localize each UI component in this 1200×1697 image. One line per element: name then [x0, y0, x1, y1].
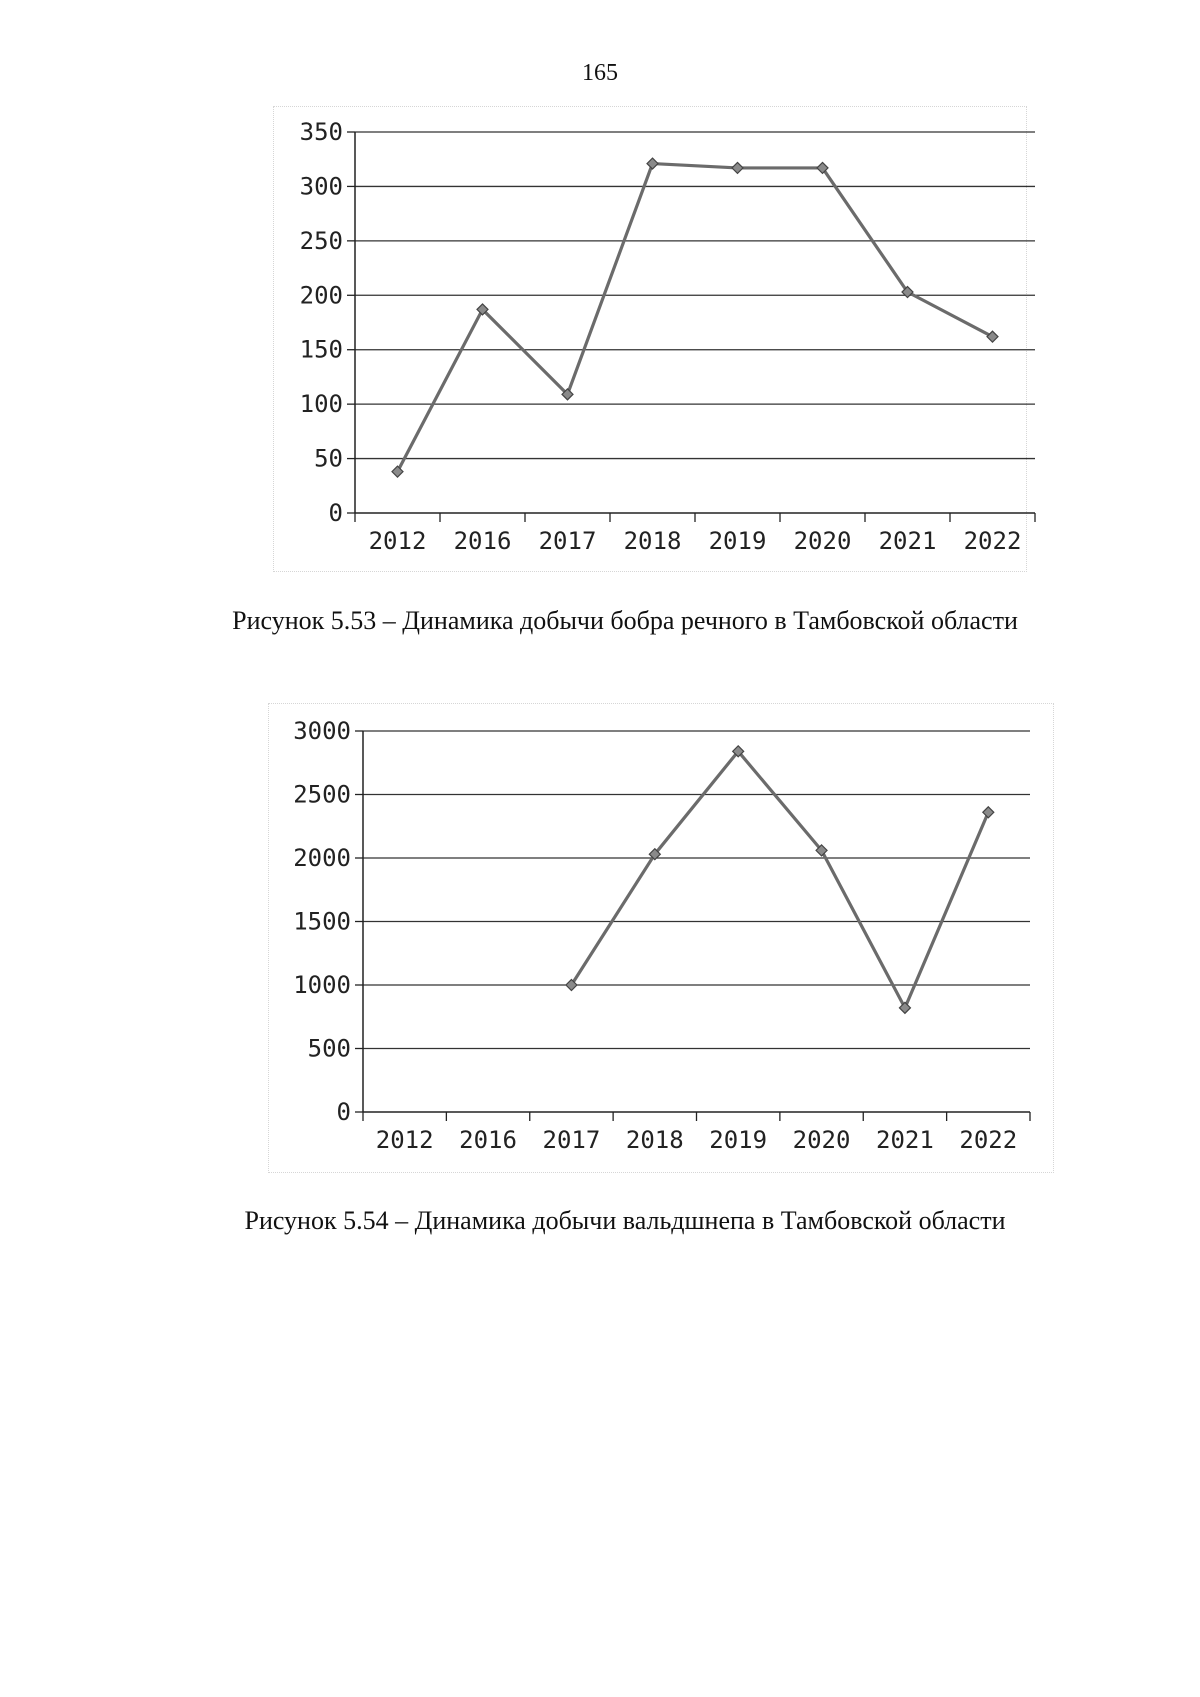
chart-beaver-x-tick-label: 2012	[368, 527, 427, 555]
chart-beaver-x-tick-label: 2022	[963, 527, 1022, 555]
chart-woodcock-x-tick-label: 2021	[876, 1126, 934, 1154]
chart-woodcock-y-tick-label: 1500	[293, 907, 351, 936]
chart-woodcock-x-tick-label: 2019	[709, 1126, 768, 1154]
chart-beaver-y-tick-label: 200	[299, 281, 343, 310]
chart-woodcock-x-tick-label: 2016	[459, 1126, 517, 1154]
chart-woodcock-y-tick-label: 3000	[293, 717, 351, 745]
chart-beaver-y-tick-label: 50	[314, 444, 343, 473]
chart-beaver-y-tick-label: 300	[299, 172, 343, 201]
figure-caption-5-53: Рисунок 5.53 – Динамика добычи бобра речного в Тамбовской области	[232, 606, 1018, 635]
chart-woodcock-x-tick-label: 2018	[625, 1126, 684, 1154]
figure-caption-5-54: Рисунок 5.54 – Динамика добычи вальдшнепа в Тамбовской области	[244, 1206, 1006, 1235]
chart-beaver-y-tick-label: 350	[299, 118, 343, 146]
chart-woodcock-y-tick-label: 2000	[293, 844, 351, 872]
chart-woodcock-data-point	[983, 807, 994, 818]
chart-woodcock-data-point	[899, 1002, 910, 1013]
chart-beaver-x-tick-label: 2016	[453, 527, 512, 555]
chart-beaver-x-tick-label: 2021	[878, 527, 937, 555]
chart-beaver-y-tick-label: 150	[299, 335, 343, 364]
chart-woodcock-x-tick-label: 2020	[792, 1126, 851, 1154]
chart-woodcock-x-tick-label: 2012	[375, 1126, 434, 1154]
chart-beaver-x-tick-label: 2020	[793, 527, 852, 555]
chart-beaver-x-tick-label: 2019	[708, 527, 767, 555]
chart-beaver-y-tick-label: 0	[328, 499, 343, 527]
chart-beaver-x-tick-label: 2018	[623, 527, 682, 555]
chart-woodcock-y-tick-label: 0	[336, 1098, 351, 1126]
chart-beaver-y-tick-label: 250	[299, 226, 343, 255]
page-number: 165	[582, 60, 618, 86]
chart-woodcock-y-tick-label: 1000	[293, 971, 351, 999]
chart-beaver-x-tick-label: 2017	[538, 527, 597, 555]
chart-woodcock-y-tick-label: 2500	[293, 780, 351, 809]
chart-beaver-y-tick-label: 100	[299, 390, 343, 419]
chart-woodcock-y-tick-label: 500	[307, 1034, 351, 1063]
chart-woodcock-series-line	[571, 751, 988, 1008]
chart-woodcock-x-tick-label: 2022	[959, 1126, 1018, 1154]
chart-woodcock-x-tick-label: 2017	[542, 1126, 601, 1154]
